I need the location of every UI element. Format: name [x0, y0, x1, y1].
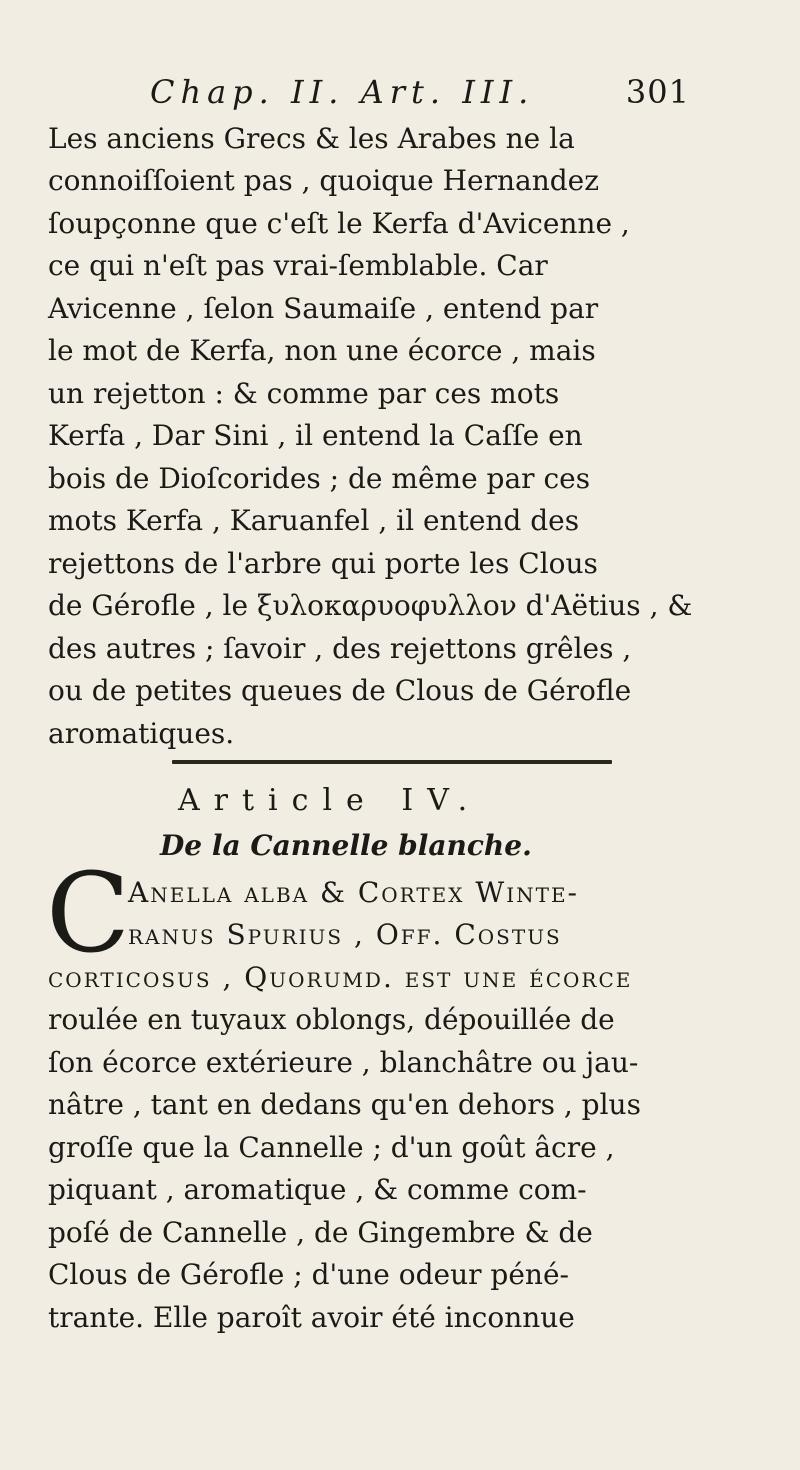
text-line: des autres ; ſavoir , des rejettons grêles , [48, 632, 632, 665]
drop-cap: C [46, 849, 131, 977]
text-line: rejettons de l'arbre qui porte les Clous [48, 547, 598, 580]
article-title: Article IV. [178, 783, 482, 818]
text-line: connoiſſoient pas , quoique Hernandez [48, 164, 599, 197]
text-line: ou de petites queues de Clous de Gérofle [48, 674, 632, 707]
text-line: de Gérofle , le ξυλοκαρυοφυλλον d'Aëtius , & [48, 589, 693, 622]
text-line: roulée en tuyaux oblongs, dépouillée de [48, 1003, 615, 1036]
article-subtitle: De la Cannelle blanche. [160, 829, 532, 862]
text-line: un rejetton : & comme par ces mots [48, 377, 560, 410]
text-line: Anella alba & Cortex Winte- [128, 876, 580, 909]
text-line: piquant , aromatique , & comme com- [48, 1173, 587, 1206]
text-line: Clous de Gérofle ; d'une odeur péné- [48, 1258, 569, 1291]
text-line: aromatiques. [48, 717, 235, 750]
text-line: mots Kerfa , Karuanfel , il entend des [48, 504, 580, 537]
page-number: 301 [625, 73, 690, 111]
text-line: Kerfa , Dar Sini , il entend la Caſſe en [48, 419, 583, 452]
text-line: le mot de Kerfa, non une écorce , mais [48, 334, 596, 367]
text-line: groſſe que la Cannelle ; d'un goût âcre , [48, 1131, 615, 1164]
text-line: trante. Elle paroît avoir été inconnue [48, 1301, 575, 1334]
text-line: ce qui n'eſt pas vrai-ſemblable. Car [48, 249, 548, 282]
text-line: nâtre , tant en dedans qu'en dehors , plus [48, 1088, 641, 1121]
running-header [150, 70, 690, 114]
section-divider [172, 760, 612, 764]
text-line: ſon écorce extérieure , blanchâtre ou jau- [48, 1046, 639, 1079]
text-line: Les anciens Grecs & les Arabes ne la [48, 122, 575, 155]
text-line: poſé de Cannelle , de Gingembre & de [48, 1216, 593, 1249]
text-line: ranus Spurius , Off. Costus [128, 918, 562, 951]
text-line: bois de Dioſcorides ; de même par ces [48, 462, 591, 495]
text-line: ſoupçonne que c'eſt le Kerfa d'Avicenne , [48, 207, 630, 240]
text-line: Avicenne , ſelon Saumaiſe , entend par [48, 292, 599, 325]
text-line: corticosus , Quorumd. eſt une écorce [48, 961, 633, 994]
running-title: Chap. II. Art. III. [150, 73, 535, 111]
